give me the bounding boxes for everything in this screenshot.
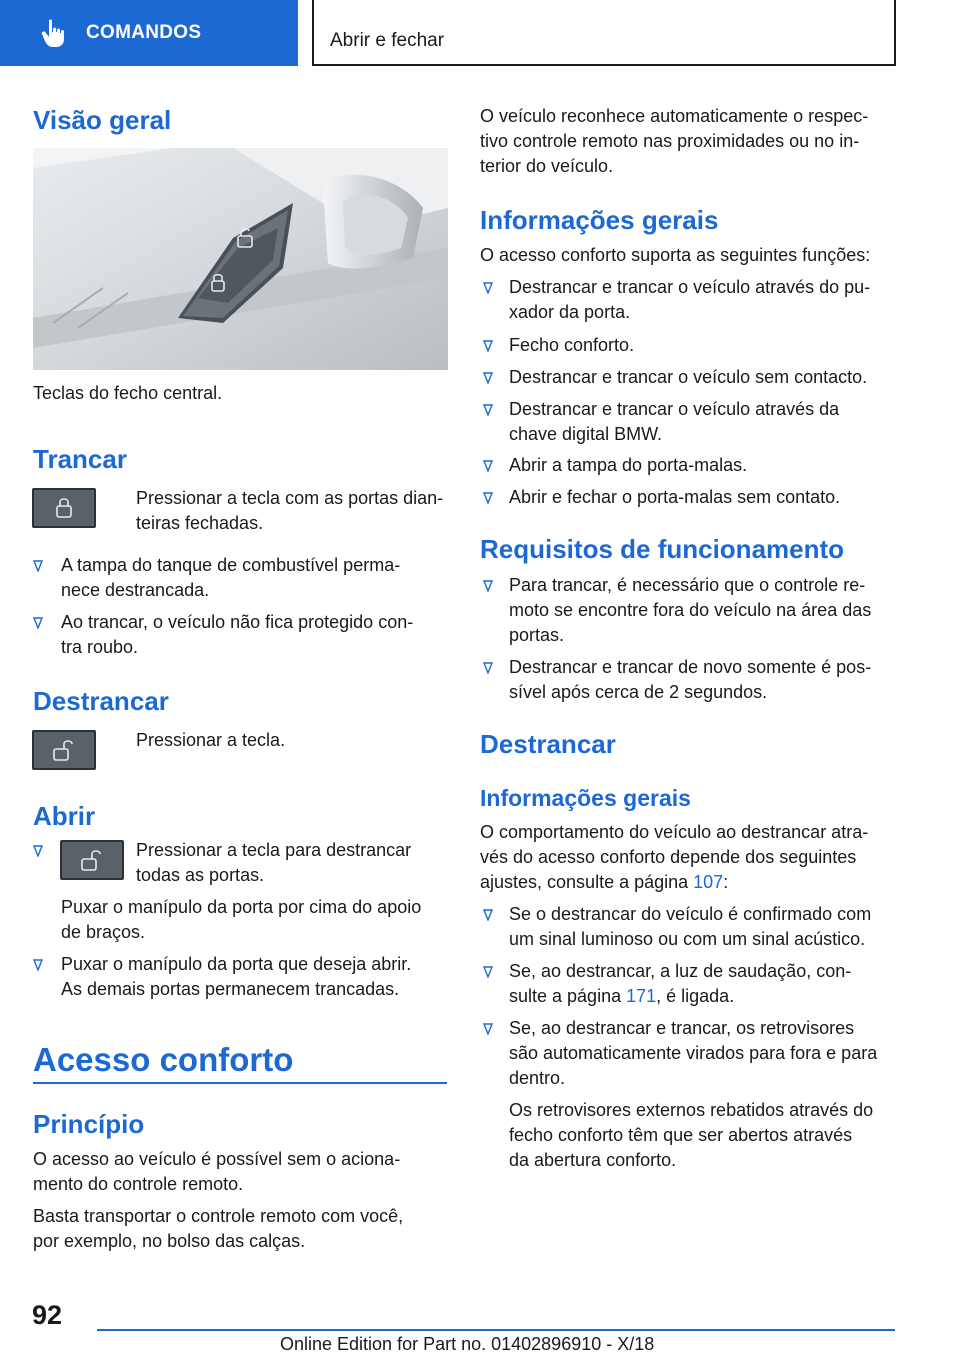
intro-paragraph: O veículo reconhece automaticamente o respec- tivo controle remoto nas proximidades ou no in- terior do veículo. (480, 106, 869, 176)
info-paragraph: O acesso conforto suporta as seguintes funções: (480, 245, 871, 265)
chapter-tab[interactable] (0, 0, 298, 66)
unlock-icon (34, 732, 94, 768)
triangle-bullet-icon (33, 560, 43, 572)
triangle-bullet-icon (483, 492, 493, 504)
triangle-bullet-icon (483, 662, 493, 674)
heading-destrancar: Destrancar (33, 686, 169, 716)
trancar-text: Pressionar a tecla com as portas dian- teiras fechadas. (136, 488, 444, 533)
page-link[interactable]: 107 (693, 872, 724, 892)
heading-destrancar-right: Destrancar (480, 729, 616, 759)
triangle-bullet-icon (483, 966, 493, 978)
heading-acesso-conforto: Acesso conforto (33, 1041, 294, 1078)
triangle-bullet-icon (483, 372, 493, 384)
heading-rule (33, 1082, 447, 1084)
photo-caption: Teclas do fecho central. (33, 383, 223, 403)
triangle-bullet-icon (33, 959, 43, 971)
heading-visao-geral: Visão geral (33, 105, 172, 135)
info2-paragraph: O comportamento do veículo ao destrancar atra- vés do acesso conforto depende dos seguintes ajustes, consulte a página 107: (480, 822, 869, 892)
footer-edition: Online Edition for Part no. 01402896910 - X/18 (280, 1334, 655, 1354)
triangle-bullet-icon (33, 845, 43, 857)
page-number: 92 (32, 1300, 63, 1330)
abrir-step-text: Pressionar a tecla para destrancar todas as portas. (136, 840, 412, 885)
heading-abrir: Abrir (33, 801, 96, 831)
heading-requisitos: Requisitos de funcionamento (480, 534, 845, 564)
lock-icon (34, 490, 94, 526)
unlock-key-image (60, 840, 124, 880)
lock-key-image (32, 488, 96, 528)
unlock-key-image (32, 730, 96, 770)
destrancar-text: Pressionar a tecla. (136, 730, 286, 750)
principio-paragraph: Basta transportar o controle remoto com você, por exemplo, no bolso das calças. (33, 1206, 404, 1251)
triangle-bullet-icon (483, 1023, 493, 1035)
triangle-bullet-icon (483, 460, 493, 472)
triangle-bullet-icon (483, 282, 493, 294)
heading-informacoes-gerais: Informações gerais (480, 205, 719, 235)
subheading-informacoes-gerais: Informações gerais (480, 785, 691, 811)
mirror-note: Os retrovisores externos rebatidos através do fecho conforto têm que ser abertos através da abertura conforto. (509, 1100, 874, 1170)
hand-pointer-icon (36, 15, 72, 51)
triangle-bullet-icon (483, 909, 493, 921)
footer-rule (97, 1329, 895, 1331)
heading-principio: Princípio (33, 1109, 145, 1139)
section-title-box (312, 0, 896, 66)
page-link[interactable]: 171 (626, 986, 657, 1006)
unlock-icon (62, 842, 122, 878)
triangle-bullet-icon (483, 404, 493, 416)
section-title: Abrir e fechar (330, 30, 445, 51)
principio-paragraph: O acesso ao veículo é possível sem o aciona- mento do controle remoto. (33, 1149, 401, 1194)
chapter-label: COMANDOS (86, 22, 202, 43)
abrir-step-extra: Puxar o manípulo da porta por cima do apoio de braços. (61, 897, 422, 942)
triangle-bullet-icon (483, 340, 493, 352)
triangle-bullet-icon (483, 580, 493, 592)
triangle-bullet-icon (33, 617, 43, 629)
heading-trancar: Trancar (33, 444, 127, 474)
door-handle-photo (33, 148, 448, 370)
